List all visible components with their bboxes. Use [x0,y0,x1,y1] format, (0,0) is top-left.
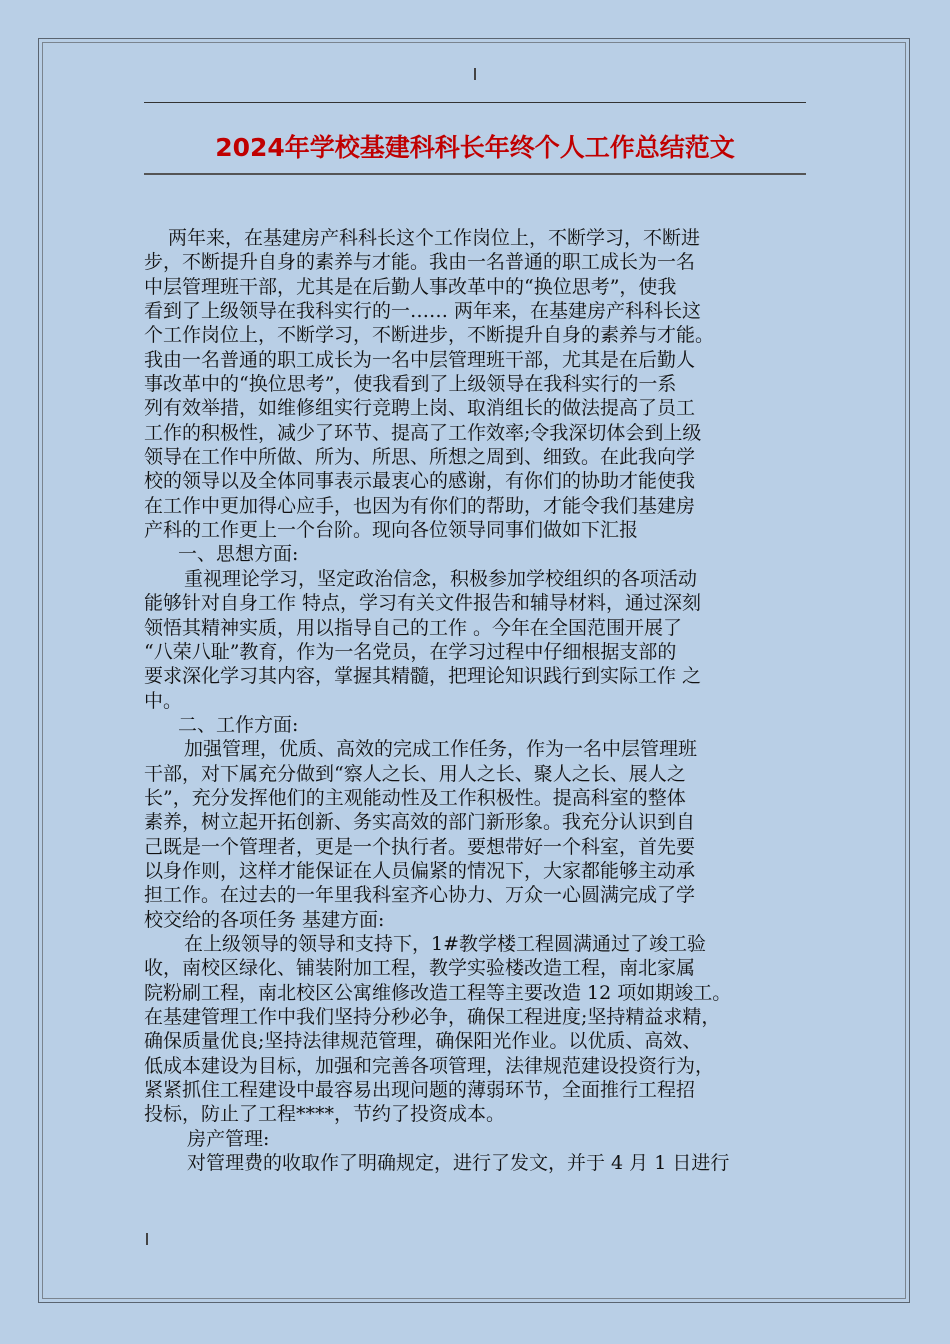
document-title: 2024年学校基建科科长年终个人工作总结范文 [215,133,735,162]
body-line: 确保质量优良;坚持法律规范管理，确保阳光作业。以优质、高效、 [144,1030,702,1053]
body-line: 紧紧抓住工程建设中最容易出现问题的薄弱环节，全面推行工程招 [144,1079,696,1102]
section-heading: 一、思想方面: [178,543,299,566]
section-heading: 二、工作方面: [178,713,299,736]
document-body [144,226,810,1175]
body-line: 对管理费的收取作了明确规定，进行了发文，并于 4 月 1 日进行 [187,1152,730,1175]
body-line: 我由一名普通的职工成长为一名中层管理班干部，尤其是在后勤人 [144,348,696,371]
body-line: 在基建管理工作中我们坚持分秒必争，确保工程进度;坚持精益求精， [144,1006,721,1028]
header-rule [144,102,806,103]
body-line: 校交给的各项任务 基建方面: [144,908,385,931]
title-underline [144,173,806,175]
body-line: 收，南校区绿化、铺装附加工程，教学实验楼改造工程，南北家属 [144,957,696,980]
body-line: 中。 [144,689,183,712]
body-line: 能够针对自身工作 特点，学习有关文件报告和辅导材料，通过深刻 [144,592,702,615]
body-line: 看到了上级领导在我科实行的一…… 两年来，在基建房产科科长这 [144,300,702,323]
body-line: 步，不断提升自身的素养与才能。我由一名普通的职工成长为一名 [144,251,696,274]
footer-cursor-mark [146,1233,148,1245]
body-line: 长”，充分发挥他们的主观能动性及工作积极性。提高科室的整体 [144,786,686,809]
body-line: 中层管理班干部，尤其是在后勤人事改革中的“换位思考”，使我 [144,275,677,298]
body-line: 领悟其精神实质，用以指导自己的工作 。今年在全国范围开展了 [144,616,683,639]
body-line: 院粉刷工程，南北校区公寓维修改造工程等主要改造 12 项如期竣工。 [144,981,732,1004]
body-line: 领导在工作中所做、所为、所思、所想之周到、细致。在此我向学 [144,446,696,469]
body-line: 校的领导以及全体同事表示最衷心的感谢，有你们的协助才能使我 [144,470,696,493]
body-line: “八荣八耻”教育，作为一名党员，在学习过程中仔细根据支部的 [144,640,677,663]
body-line: 在工作中更加得心应手，也因为有你们的帮助，才能令我们基建房 [144,494,696,517]
body-line: 加强管理，优质、高效的完成工作任务，作为一名中层管理班 [184,738,698,761]
header-cursor-mark [474,68,476,80]
body-line: 担工作。在过去的一年里我科室齐心协力、万众一心圆满完成了学 [144,884,696,907]
body-line: 以身作则，这样才能保证在人员偏紧的情况下，大家都能够主动承 [144,859,696,882]
body-line: 产科的工作更上一个台阶。现向各位领导同事们做如下汇报 [144,519,639,542]
body-line: 干部，对下属充分做到“察人之长、用人之长、聚人之长、展人之 [144,762,686,785]
body-line: 低成本建设为目标，加强和完善各项管理，法律规范建设投资行为， [144,1054,715,1077]
body-line: 工作的积极性，减少了环节、提高了工作效率;令我深切体会到上级 [144,421,702,444]
body-line: 在上级领导的领导和支持下，1#教学楼工程圆满通过了竣工验 [184,932,707,955]
body-line: 要求深化学习其内容，掌握其精髓，把理论知识践行到实际工作 之 [144,665,702,688]
body-line: 事改革中的“换位思考”，使我看到了上级领导在我科实行的一系 [144,373,677,396]
body-line: 投标，防止了工程****，节约了投资成本。 [144,1103,506,1126]
section-heading: 房产管理: [187,1127,270,1150]
body-line: 己既是一个管理者，更是一个执行者。要想带好一个科室，首先要 [144,835,696,858]
body-line: 重视理论学习，坚定政治信念，积极参加学校组织的各项活动 [184,567,698,590]
body-line: 两年来，在基建房产科科长这个工作岗位上，不断学习，不断进 [168,227,701,249]
body-line: 列有效举措，如维修组实行竞聘上岗、取消组长的做法提高了员工 [144,397,696,420]
body-line: 个工作岗位上，不断学习，不断进步，不断提升自身的素养与才能。 [144,324,715,347]
body-line: 素养，树立起开拓创新、务实高效的部门新形象。我充分认识到自 [144,811,696,834]
